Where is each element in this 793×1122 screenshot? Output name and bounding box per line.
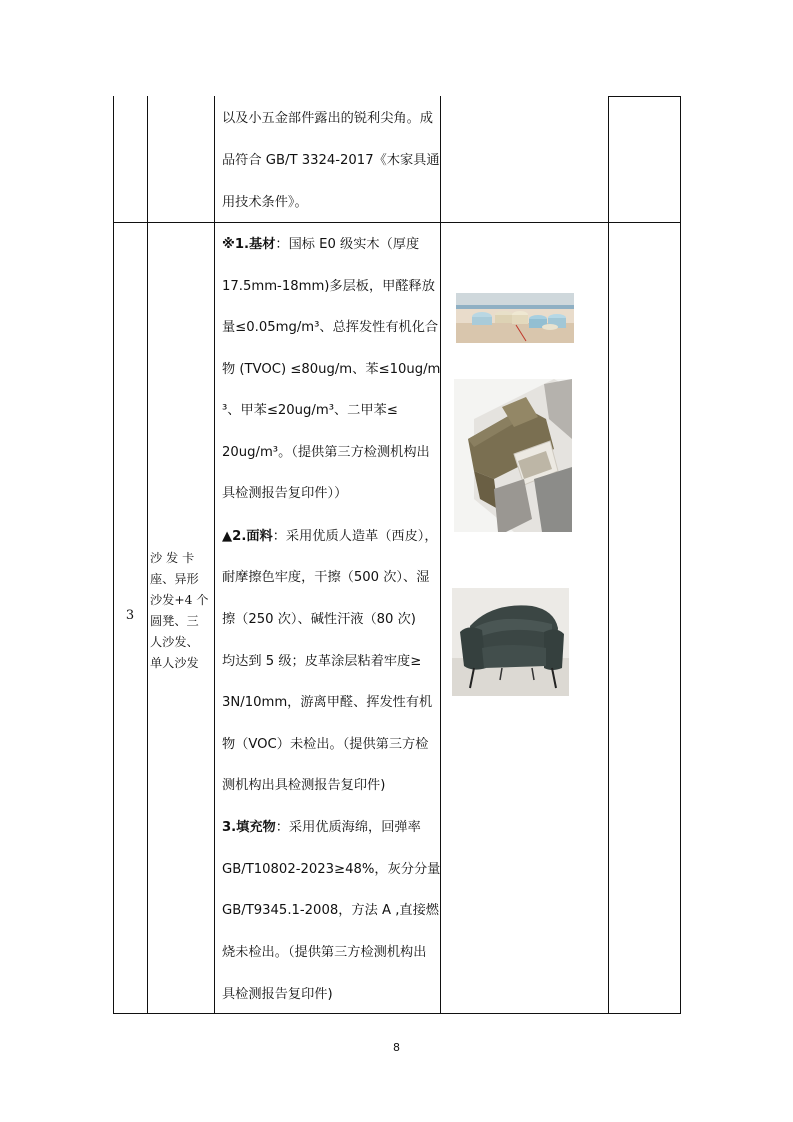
desc-line: 具检测报告复印件): [222, 987, 333, 1002]
desc-line: 3.填充物：采用优质海绵，回弹率: [222, 820, 421, 835]
table-col-divider-4: [608, 96, 609, 1014]
row-number: 3: [125, 608, 135, 623]
item-name-line: 沙发+4 个: [150, 593, 209, 607]
desc-line: 20ug/m³。（提供第三方检测机构出: [222, 445, 430, 460]
section-heading: 3.填充物: [222, 820, 276, 835]
desc-line: 量≤0.05mg/m³、总挥发性有机化合: [222, 320, 439, 335]
desc-line: 物 (TVOC) ≤80ug/m、苯≤10ug/m: [222, 362, 441, 377]
desc-line: 物（VOC）未检出。（提供第三方检: [222, 737, 429, 752]
armchair-photo: [452, 588, 569, 696]
desc-line: ³、甲苯≤20ug/m³、二甲苯≤: [222, 403, 398, 418]
desc-line: 测机构出具检测报告复印件): [222, 778, 386, 793]
page-number: 8: [393, 1041, 400, 1054]
desc-line: GB/T10802-2023≥48%，灰分分量: [222, 862, 441, 877]
desc-line: GB/T9345.1-2008，方法 A ,直接燃: [222, 903, 439, 918]
table-top-line-right: [608, 96, 681, 97]
section-heading: ※1.基材: [222, 237, 276, 252]
section-heading: ▲2.面料: [222, 529, 273, 544]
desc-line: 耐摩擦色牢度，干擦（500 次）、湿: [222, 570, 430, 585]
desc-line: 品符合 GB/T 3324-2017《木家具通: [222, 153, 440, 168]
table-border-right: [680, 96, 681, 1014]
item-name-line: 沙 发 卡: [150, 551, 195, 565]
desc-line: ※1.基材：国标 E0 级实木（厚度: [222, 237, 420, 252]
item-name-line: 人沙发、: [150, 635, 199, 649]
desc-line: ▲2.面料：采用优质人造革（西皮），: [222, 529, 438, 544]
desc-line: 17.5mm-18mm)多层板，甲醛释放: [222, 279, 435, 294]
desc-line: 擦（250 次）、碱性汗液（80 次): [222, 612, 416, 627]
corner-sofa-photo: [454, 379, 572, 532]
item-name-line: 座、异形: [150, 572, 199, 586]
table-col-divider-1: [147, 96, 148, 1014]
desc-line: 以及小五金部件露出的锐利尖角。成: [222, 111, 433, 126]
item-name-line: 单人沙发: [150, 656, 199, 670]
stools-photo: [456, 293, 574, 343]
table-bottom-line: [113, 1013, 681, 1014]
table-border-left: [113, 96, 114, 1014]
item-name: [150, 548, 212, 674]
desc-line: 3N/10mm，游离甲醛、挥发性有机: [222, 695, 433, 710]
table-col-divider-3: [440, 96, 441, 1014]
table-row-divider: [113, 222, 681, 223]
desc-line: 均达到 5 级；皮革涂层粘着牢度≥: [222, 654, 422, 669]
desc-line: 具检测报告复印件））: [222, 486, 348, 501]
desc-line: 用技术条件》。: [222, 195, 308, 210]
desc-line: 烧未检出。（提供第三方检测机构出: [222, 945, 427, 960]
item-name-line: 圆凳、三: [150, 614, 199, 628]
table-col-divider-2: [214, 96, 215, 1014]
